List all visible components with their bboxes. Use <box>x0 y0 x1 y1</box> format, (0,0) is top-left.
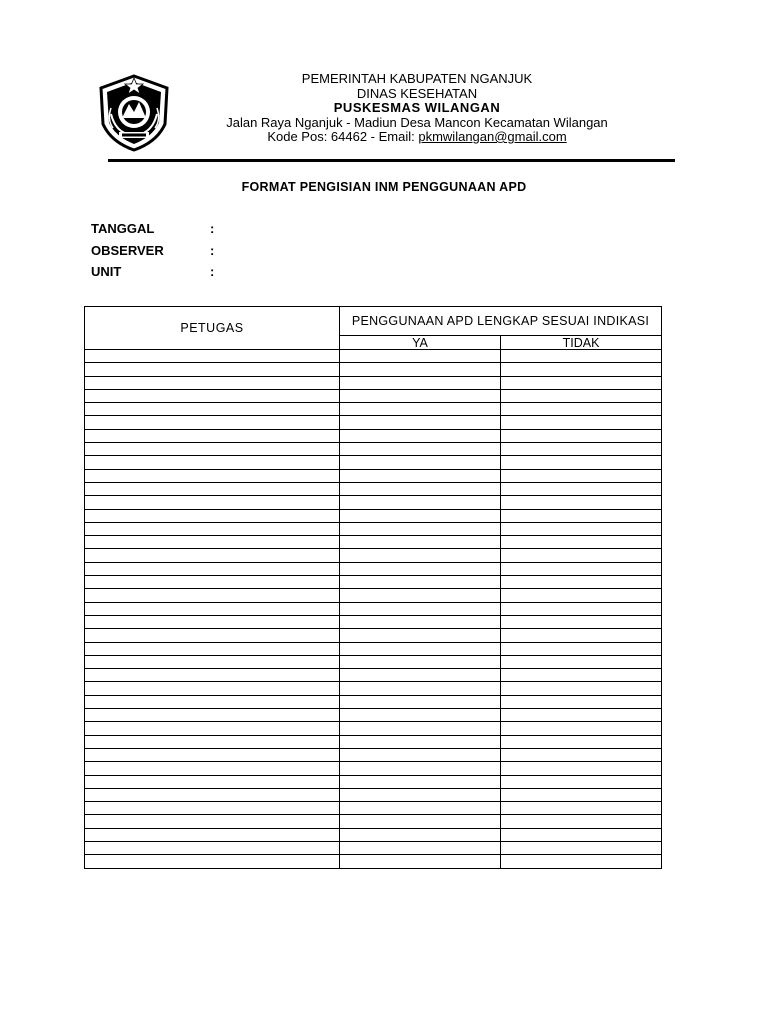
cell-petugas[interactable] <box>85 642 340 655</box>
cell-ya[interactable] <box>340 602 501 615</box>
field-label-unit: UNIT <box>91 264 122 279</box>
department-name: DINAS KESEHATAN <box>356 85 478 101</box>
table-row <box>85 828 662 841</box>
cell-ya[interactable] <box>340 589 501 602</box>
cell-tidak[interactable] <box>501 655 662 668</box>
field-observer <box>91 243 424 265</box>
cell-petugas[interactable] <box>85 403 340 416</box>
cell-petugas[interactable] <box>85 682 340 695</box>
table-row <box>85 496 662 509</box>
cell-tidak[interactable] <box>501 815 662 828</box>
cell-ya[interactable] <box>340 443 501 456</box>
cell-tidak[interactable] <box>501 775 662 788</box>
cell-tidak[interactable] <box>501 762 662 775</box>
form-title: FORMAT PENGISIAN INM PENGGUNAAN APD <box>241 180 527 194</box>
cell-ya[interactable] <box>340 788 501 801</box>
form-fields <box>91 221 424 286</box>
address-line: Jalan Raya Nganjuk - Madiun Desa Mancon Kecamatan Wilangan <box>226 114 608 130</box>
nganjuk-regency-emblem-icon <box>97 74 171 152</box>
cell-ya[interactable] <box>340 682 501 695</box>
cell-petugas[interactable] <box>85 841 340 854</box>
table-row <box>85 403 662 416</box>
cell-petugas[interactable] <box>85 615 340 628</box>
cell-ya[interactable] <box>340 416 501 429</box>
cell-ya[interactable] <box>340 695 501 708</box>
cell-petugas[interactable] <box>85 828 340 841</box>
cell-petugas[interactable] <box>85 536 340 549</box>
cell-petugas[interactable] <box>85 416 340 429</box>
cell-ya[interactable] <box>340 350 501 363</box>
table-row <box>85 469 662 482</box>
table-row <box>85 802 662 815</box>
cell-tidak[interactable] <box>501 615 662 628</box>
cell-tidak[interactable] <box>501 722 662 735</box>
cell-ya[interactable] <box>340 482 501 495</box>
cell-petugas[interactable] <box>85 350 340 363</box>
letterhead <box>180 72 654 145</box>
cell-petugas[interactable] <box>85 709 340 722</box>
cell-petugas[interactable] <box>85 496 340 509</box>
table-row <box>85 416 662 429</box>
table-row <box>85 669 662 682</box>
cell-ya[interactable] <box>340 629 501 642</box>
table-row <box>85 788 662 801</box>
table-row <box>85 509 662 522</box>
cell-petugas[interactable] <box>85 722 340 735</box>
table-row <box>85 655 662 668</box>
letterhead-divider <box>108 159 675 162</box>
cell-petugas[interactable] <box>85 602 340 615</box>
table-row <box>85 589 662 602</box>
contact-line <box>180 130 654 145</box>
cell-petugas[interactable] <box>85 802 340 815</box>
cell-tidak[interactable] <box>501 469 662 482</box>
table-row <box>85 562 662 575</box>
table-row <box>85 429 662 442</box>
column-header-tidak: TIDAK <box>501 336 662 350</box>
column-header-ya: YA <box>340 336 501 350</box>
table-row <box>85 748 662 761</box>
cell-ya[interactable] <box>340 855 501 868</box>
cell-tidak[interactable] <box>501 363 662 376</box>
table-row <box>85 629 662 642</box>
cell-petugas[interactable] <box>85 522 340 535</box>
table-row <box>85 536 662 549</box>
cell-ya[interactable] <box>340 496 501 509</box>
cell-petugas[interactable] <box>85 589 340 602</box>
table-row <box>85 389 662 402</box>
cell-ya[interactable] <box>340 815 501 828</box>
table-row <box>85 350 662 363</box>
cell-ya[interactable] <box>340 735 501 748</box>
cell-ya[interactable] <box>340 456 501 469</box>
cell-tidak[interactable] <box>501 350 662 363</box>
cell-ya[interactable] <box>340 762 501 775</box>
cell-petugas[interactable] <box>85 562 340 575</box>
cell-ya[interactable] <box>340 562 501 575</box>
cell-tidak[interactable] <box>501 802 662 815</box>
field-label-observer: OBSERVER <box>91 242 164 258</box>
cell-ya[interactable] <box>340 828 501 841</box>
cell-petugas[interactable] <box>85 855 340 868</box>
table-row <box>85 775 662 788</box>
cell-tidak[interactable] <box>501 429 662 442</box>
cell-ya[interactable] <box>340 576 501 589</box>
cell-ya[interactable] <box>340 376 501 389</box>
field-unit <box>91 264 424 286</box>
table-row <box>85 855 662 868</box>
cell-petugas[interactable] <box>85 509 340 522</box>
table-row <box>85 841 662 854</box>
cell-petugas[interactable] <box>85 429 340 442</box>
cell-ya[interactable] <box>340 549 501 562</box>
cell-petugas[interactable] <box>85 695 340 708</box>
cell-tidak[interactable] <box>501 735 662 748</box>
table-row <box>85 695 662 708</box>
table-row <box>85 815 662 828</box>
cell-tidak[interactable] <box>501 669 662 682</box>
column-header-petugas: PETUGAS <box>85 307 340 350</box>
cell-ya[interactable] <box>340 642 501 655</box>
field-colon: : <box>210 264 215 279</box>
table-row <box>85 443 662 456</box>
table-row <box>85 376 662 389</box>
cell-petugas[interactable] <box>85 788 340 801</box>
observation-table <box>84 306 662 869</box>
cell-ya[interactable] <box>340 363 501 376</box>
postal-code-text: Kode Pos: 64462 - Email: <box>267 129 419 144</box>
cell-ya[interactable] <box>340 522 501 535</box>
cell-tidak[interactable] <box>501 389 662 402</box>
email-link[interactable]: pkmwilangan@gmail.com <box>418 129 567 144</box>
cell-tidak[interactable] <box>501 748 662 761</box>
field-value-observer[interactable] <box>224 243 424 265</box>
cell-tidak[interactable] <box>501 536 662 549</box>
field-colon: : <box>210 221 215 236</box>
cell-tidak[interactable] <box>501 456 662 469</box>
cell-tidak[interactable] <box>501 403 662 416</box>
cell-tidak[interactable] <box>501 549 662 562</box>
cell-tidak[interactable] <box>501 522 662 535</box>
field-label-tanggal: TANGGAL <box>91 221 155 236</box>
cell-ya[interactable] <box>340 802 501 815</box>
cell-tidak[interactable] <box>501 562 662 575</box>
cell-tidak[interactable] <box>501 589 662 602</box>
cell-petugas[interactable] <box>85 363 340 376</box>
cell-petugas[interactable] <box>85 469 340 482</box>
cell-ya[interactable] <box>340 509 501 522</box>
field-value-tanggal[interactable] <box>224 221 424 243</box>
cell-ya[interactable] <box>340 429 501 442</box>
cell-petugas[interactable] <box>85 482 340 495</box>
cell-petugas[interactable] <box>85 748 340 761</box>
field-tanggal <box>91 221 424 243</box>
field-colon: : <box>210 242 215 258</box>
government-name: PEMERINTAH KABUPATEN NGANJUK <box>301 71 533 86</box>
cell-ya[interactable] <box>340 615 501 628</box>
table-row <box>85 615 662 628</box>
table-row <box>85 522 662 535</box>
cell-petugas[interactable] <box>85 669 340 682</box>
cell-ya[interactable] <box>340 709 501 722</box>
cell-petugas[interactable] <box>85 762 340 775</box>
cell-petugas[interactable] <box>85 629 340 642</box>
table-row <box>85 722 662 735</box>
cell-ya[interactable] <box>340 469 501 482</box>
table-row <box>85 549 662 562</box>
cell-petugas[interactable] <box>85 549 340 562</box>
cell-tidak[interactable] <box>501 496 662 509</box>
cell-ya[interactable] <box>340 536 501 549</box>
cell-tidak[interactable] <box>501 602 662 615</box>
table-row <box>85 682 662 695</box>
column-header-apd-usage: PENGGUNAAN APD LENGKAP SESUAI INDIKASI <box>340 307 662 336</box>
cell-tidak[interactable] <box>501 828 662 841</box>
cell-petugas[interactable] <box>85 389 340 402</box>
cell-ya[interactable] <box>340 722 501 735</box>
cell-petugas[interactable] <box>85 655 340 668</box>
table-row <box>85 642 662 655</box>
cell-tidak[interactable] <box>501 682 662 695</box>
cell-tidak[interactable] <box>501 629 662 642</box>
cell-tidak[interactable] <box>501 695 662 708</box>
cell-ya[interactable] <box>340 403 501 416</box>
puskesmas-name: PUSKESMAS WILANGAN <box>333 100 501 115</box>
cell-ya[interactable] <box>340 775 501 788</box>
cell-tidak[interactable] <box>501 855 662 868</box>
table-row <box>85 602 662 615</box>
cell-ya[interactable] <box>340 655 501 668</box>
cell-ya[interactable] <box>340 841 501 854</box>
cell-petugas[interactable] <box>85 456 340 469</box>
cell-tidak[interactable] <box>501 841 662 854</box>
cell-petugas[interactable] <box>85 735 340 748</box>
cell-tidak[interactable] <box>501 443 662 456</box>
cell-petugas[interactable] <box>85 815 340 828</box>
cell-tidak[interactable] <box>501 576 662 589</box>
cell-petugas[interactable] <box>85 576 340 589</box>
cell-petugas[interactable] <box>85 443 340 456</box>
table-row <box>85 709 662 722</box>
table-row <box>85 735 662 748</box>
cell-tidak[interactable] <box>501 482 662 495</box>
table-row <box>85 482 662 495</box>
field-value-unit[interactable] <box>224 264 424 286</box>
cell-ya[interactable] <box>340 748 501 761</box>
cell-tidak[interactable] <box>501 509 662 522</box>
table-row <box>85 762 662 775</box>
cell-tidak[interactable] <box>501 376 662 389</box>
table-row <box>85 456 662 469</box>
cell-tidak[interactable] <box>501 416 662 429</box>
table-body <box>85 350 662 869</box>
cell-ya[interactable] <box>340 389 501 402</box>
table-row <box>85 576 662 589</box>
cell-ya[interactable] <box>340 669 501 682</box>
cell-petugas[interactable] <box>85 376 340 389</box>
cell-petugas[interactable] <box>85 775 340 788</box>
cell-tidak[interactable] <box>501 642 662 655</box>
cell-tidak[interactable] <box>501 788 662 801</box>
cell-tidak[interactable] <box>501 709 662 722</box>
table-row <box>85 363 662 376</box>
